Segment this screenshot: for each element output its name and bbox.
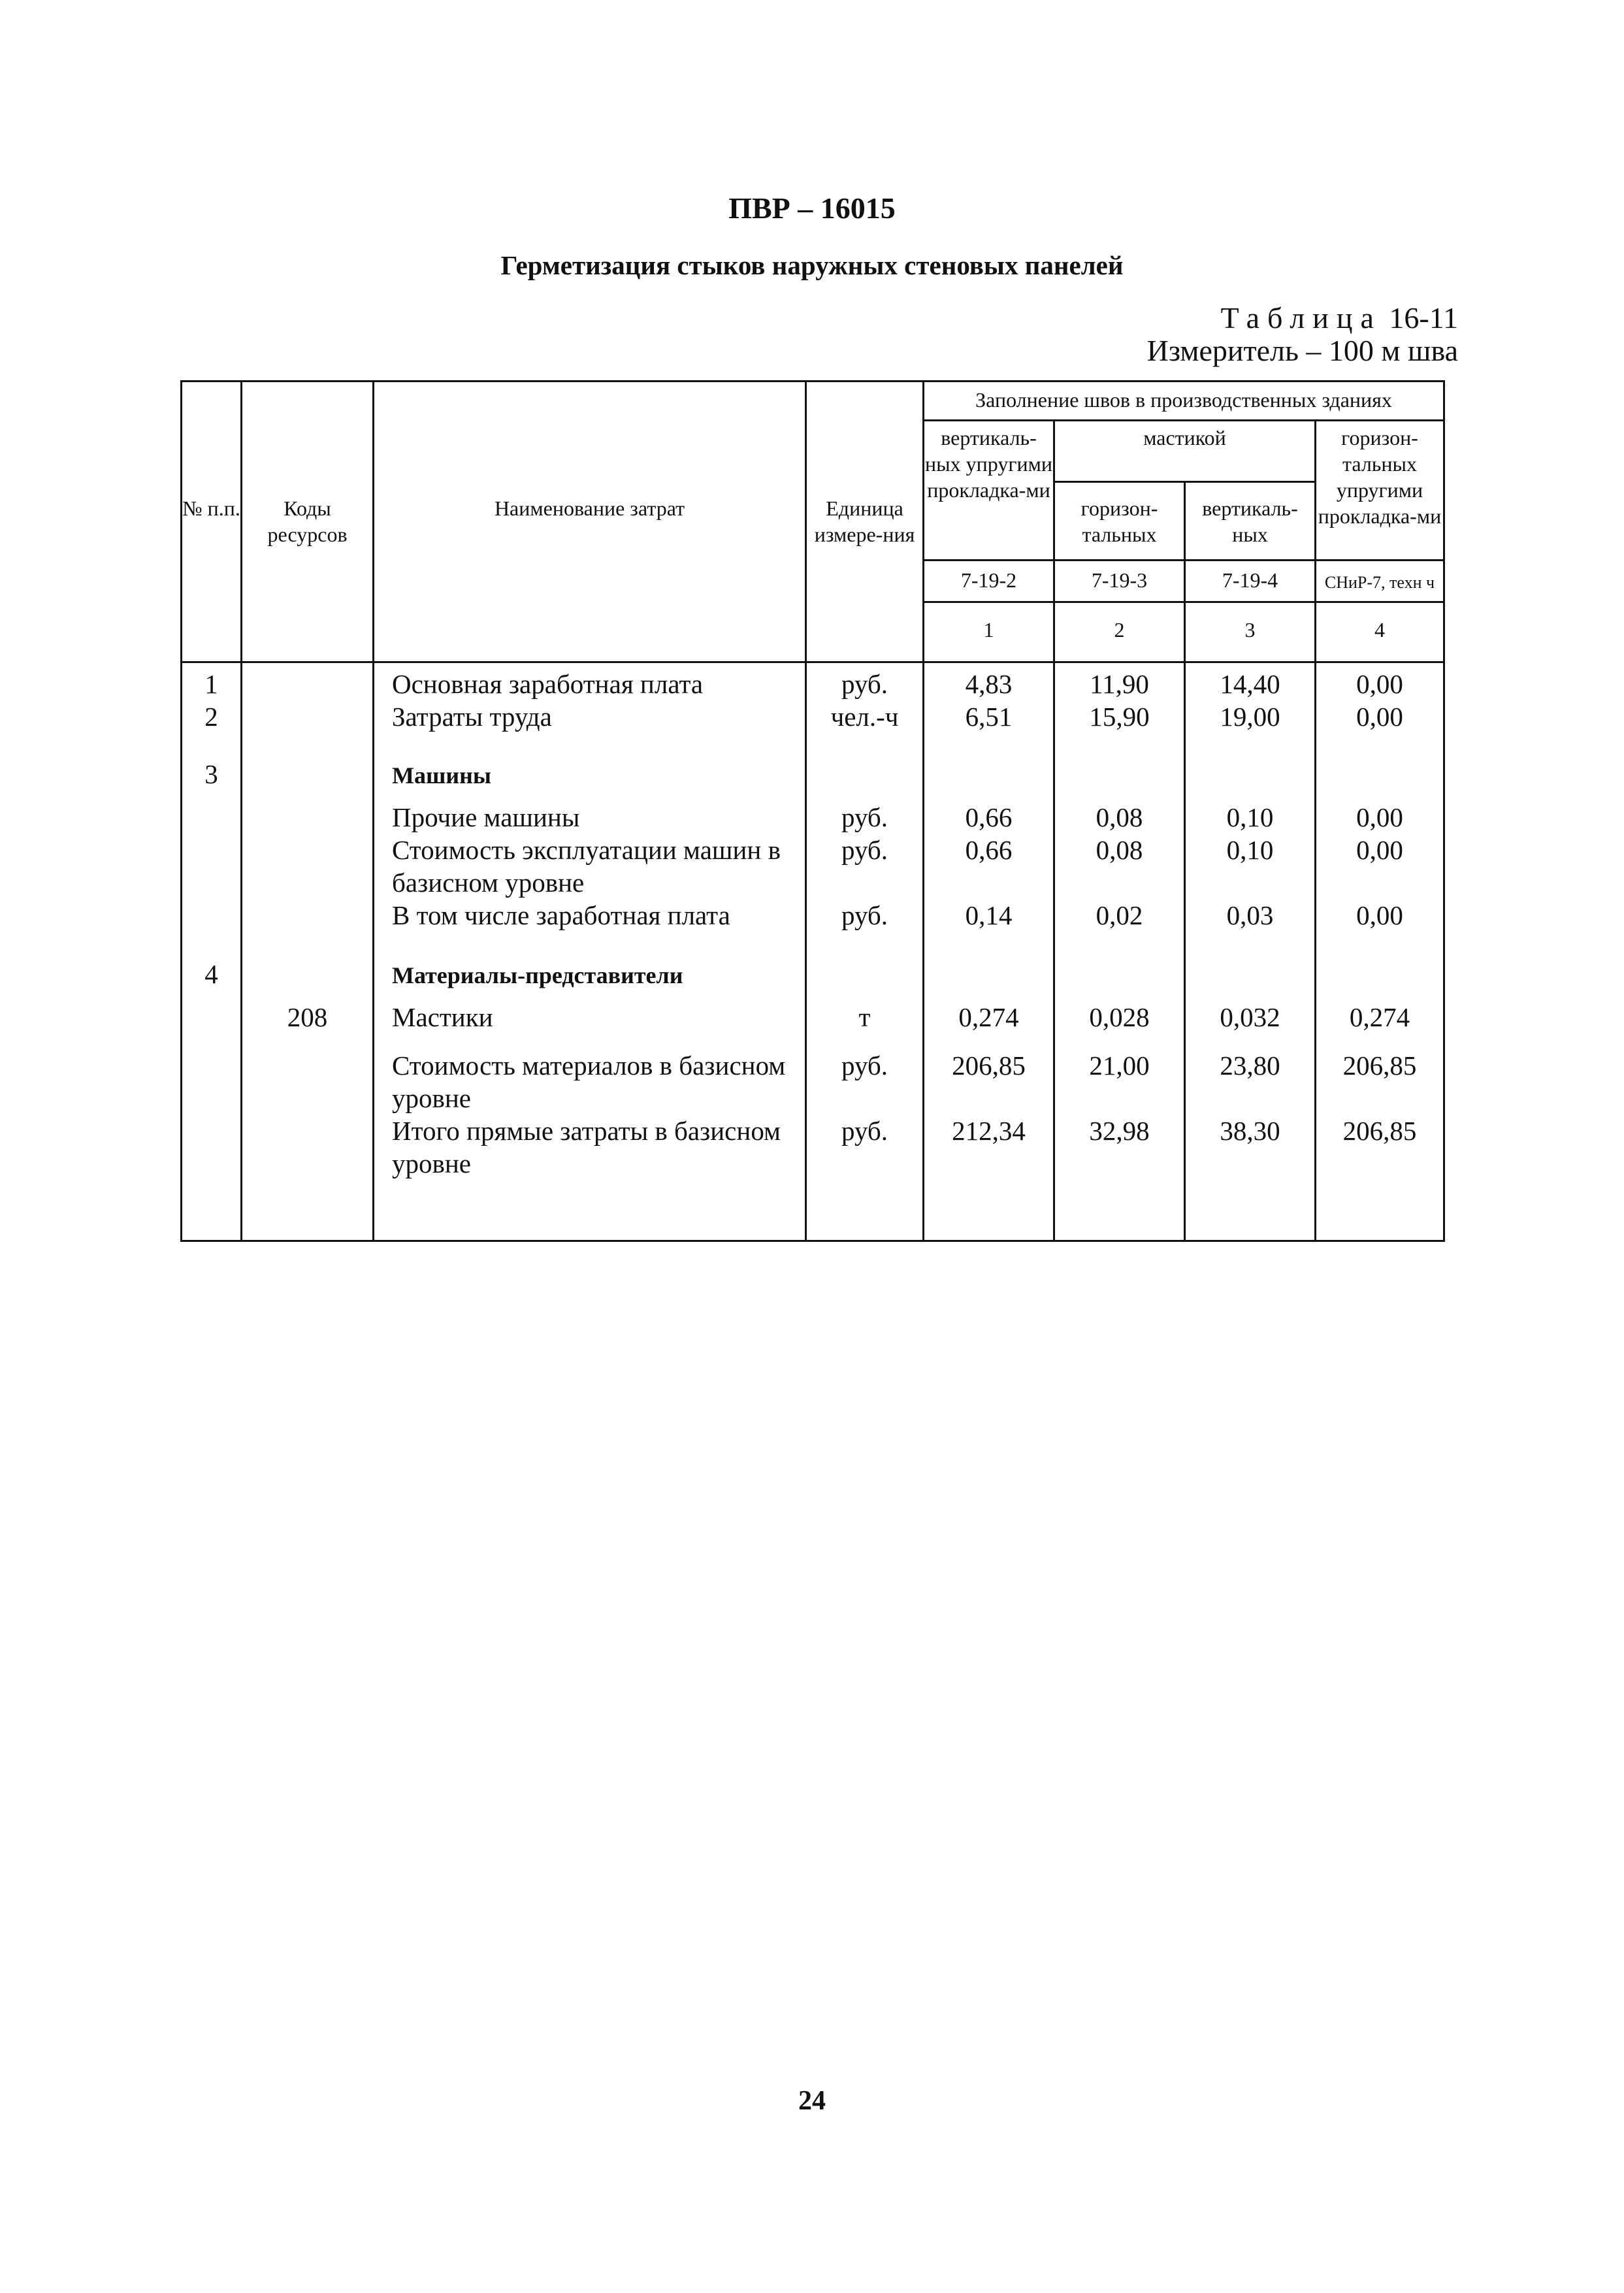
row-1-v3: 14,40 [1220,669,1280,699]
row-2-name: Затраты труда [392,702,552,732]
header-name: Наименование затрат [494,496,685,520]
row-mastics-unit: т [858,1002,871,1032]
row-2-unit: чел.-ч [830,702,899,732]
row-total-unit: руб. [841,1116,888,1146]
table-number [1221,301,1458,335]
header-col2: горизон-тальных [1080,496,1158,546]
page-number: 24 [798,2086,826,2116]
document-code: ПВР – 16015 [728,191,896,225]
header-n1: 1 [983,618,994,642]
row-machine-cost-v2: 0,08 [1096,835,1143,865]
row-1-unit: руб. [841,669,888,699]
row-2-v2: 15,90 [1089,702,1150,732]
row-incl-wages-v4: 0,00 [1356,900,1403,930]
row-materials-cost-v1: 206,85 [952,1050,1026,1081]
table-id: 16-11 [1389,301,1458,334]
row-3-num: 3 [204,759,218,789]
row-total-v1: 212,34 [952,1116,1026,1146]
row-mastics-v4: 0,274 [1349,1002,1410,1032]
header-mastic: мастикой [1143,426,1226,449]
row-mastics-code: 208 [287,1002,328,1032]
row-other-machines-v2: 0,08 [1096,802,1143,832]
row-total-name: Итого прямые затраты в базисном уровне [392,1116,781,1179]
row-incl-wages-name: В том числе заработная плата [392,900,730,930]
header-code2: 7-19-3 [1091,568,1148,592]
row-2-v1: 6,51 [965,702,1013,732]
header-n2: 2 [1114,618,1125,642]
row-1-v1: 4,83 [965,669,1013,699]
row-other-machines-name: Прочие машины [392,802,580,832]
row-incl-wages-v2: 0,02 [1096,900,1143,930]
section-materials: Материалы-представители [392,962,683,988]
row-1-num: 1 [204,669,218,699]
row-mastics-name: Мастики [392,1002,493,1032]
row-machine-cost-v3: 0,10 [1226,835,1274,865]
row-total-v4: 206,85 [1342,1116,1417,1146]
row-machine-cost-v1: 0,66 [965,835,1013,865]
header-codes: Коды ресурсов [267,496,348,546]
row-other-machines-v3: 0,10 [1226,802,1274,832]
header-n4: 4 [1374,618,1385,642]
header-code4: СНиР-7, техн ч [1324,573,1435,592]
measure-unit: Измеритель – 100 м шва [1146,334,1458,367]
header-unit: Единица измере-ния [814,496,915,546]
row-machine-cost-name: Стоимость эксплуатации машин в базисном уровне [392,835,781,898]
row-1-v4: 0,00 [1356,669,1403,699]
header-col3: вертикаль-ных [1202,496,1298,546]
row-1-v2: 11,90 [1090,669,1149,699]
header-code3: 7-19-4 [1222,568,1278,592]
row-materials-cost-v4: 206,85 [1342,1050,1417,1081]
row-mastics-v1: 0,274 [958,1002,1019,1032]
row-other-machines-unit: руб. [841,802,888,832]
row-materials-cost-v2: 21,00 [1089,1050,1150,1081]
row-materials-cost-v3: 23,80 [1220,1050,1280,1081]
header-num: № п.п. [182,496,240,520]
row-2-num: 2 [204,702,218,732]
table-label: Таблица [1220,301,1382,334]
row-total-v3: 38,30 [1220,1116,1280,1146]
row-1-name: Основная заработная плата [392,669,704,699]
header-col4: горизон-тальных упругими прокладка-ми [1318,426,1442,528]
row-machine-cost-unit: руб. [841,835,888,865]
row-incl-wages-v3: 0,03 [1226,900,1274,930]
row-materials-cost-name: Стоимость материалов в базисном уровне [392,1050,786,1113]
row-materials-cost-unit: руб. [841,1050,888,1081]
header-n3: 3 [1244,618,1256,642]
row-other-machines-v4: 0,00 [1356,802,1403,832]
header-col1: вертикаль-ных упругими прокладка-ми [925,426,1052,502]
row-mastics-v3: 0,032 [1220,1002,1280,1032]
row-other-machines-v1: 0,66 [965,802,1013,832]
header-group: Заполнение швов в производственных зданиях [975,388,1392,412]
row-2-v3: 19,00 [1220,702,1280,732]
row-incl-wages-v1: 0,14 [965,900,1013,930]
row-mastics-v2: 0,028 [1089,1002,1150,1032]
row-incl-wages-unit: руб. [841,900,888,930]
row-machine-cost-v4: 0,00 [1356,835,1403,865]
section-machines: Машины [392,762,491,789]
header-code1: 7-19-2 [960,568,1017,592]
row-2-v4: 0,00 [1356,702,1403,732]
document-subtitle: Герметизация стыков наружных стеновых панелей [500,250,1124,280]
row-total-v2: 32,98 [1089,1116,1150,1146]
row-4-num: 4 [204,959,218,989]
